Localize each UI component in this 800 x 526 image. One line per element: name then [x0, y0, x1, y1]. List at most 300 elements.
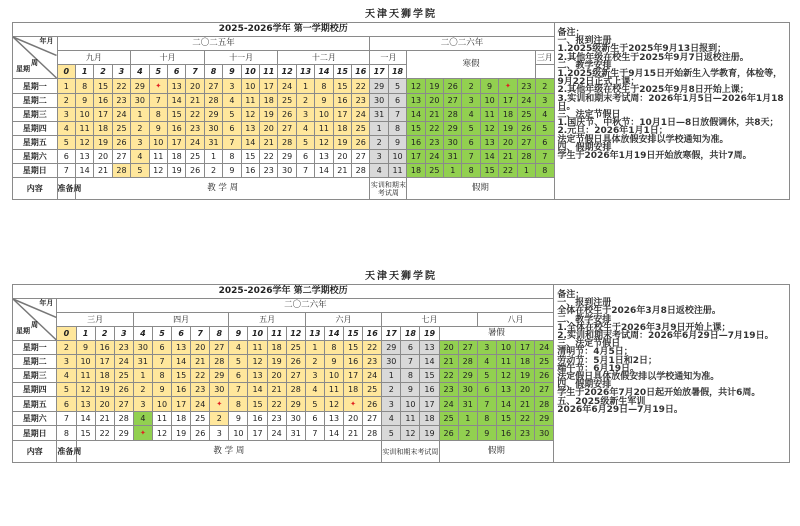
date-cell: 17 [499, 94, 517, 108]
date-cell: 14 [420, 355, 439, 369]
date-cell: 17 [333, 108, 351, 122]
date-cell: 21 [267, 383, 286, 397]
date-cell: 6 [57, 150, 75, 164]
corner-label-week: 周 [31, 321, 38, 329]
date-cell: 8 [315, 79, 333, 94]
week-number: 13 [296, 65, 314, 79]
date-cell: 9 [149, 122, 167, 136]
date-cell [149, 79, 167, 94]
date-cell: 21 [191, 355, 210, 369]
date-cell: 7 [305, 426, 324, 441]
date-cell: 18 [407, 164, 425, 178]
date-cell: 21 [260, 136, 278, 150]
date-cell: 3 [210, 426, 229, 441]
date-cell: 19 [333, 136, 351, 150]
date-cell: 24 [517, 94, 535, 108]
school-name: 天津天狮学院 [365, 9, 437, 20]
date-cell: 26 [191, 426, 210, 441]
holiday-mark: ✦ [505, 82, 511, 90]
date-cell: 5 [536, 122, 554, 136]
date-cell: 28 [286, 383, 305, 397]
date-cell: 9 [75, 94, 93, 108]
date-cell: 7 [388, 108, 406, 122]
date-cell: 3 [477, 341, 496, 355]
date-cell: 13 [172, 341, 191, 355]
date-cell: 30 [210, 383, 229, 397]
date-cell: 23 [191, 383, 210, 397]
date-cell: 16 [248, 412, 267, 426]
date-cell: 18 [95, 369, 114, 383]
date-cell: 29 [204, 108, 222, 122]
week-number: 2 [94, 65, 112, 79]
date-cell: 17 [516, 341, 535, 355]
date-cell: 7 [296, 164, 314, 178]
week-number: 11 [267, 327, 286, 341]
date-cell: 14 [480, 150, 498, 164]
date-cell: 2 [57, 341, 76, 355]
date-cell: 14 [76, 412, 95, 426]
date-cell: 2 [210, 412, 229, 426]
date-cell: 5 [388, 79, 406, 94]
week-number: 16 [352, 65, 370, 79]
date-cell: 30 [133, 341, 152, 355]
date-cell: 3 [57, 108, 75, 122]
date-cell: 14 [407, 108, 425, 122]
date-cell: 10 [388, 150, 406, 164]
date-cell: 11 [388, 164, 406, 178]
date-cell: 26 [352, 136, 370, 150]
week-number: 9 [229, 327, 248, 341]
date-cell: 2 [462, 79, 480, 94]
date-cell: 6 [229, 369, 248, 383]
date-cell: 25 [352, 122, 370, 136]
date-cell [344, 397, 363, 412]
date-cell: 10 [496, 341, 515, 355]
date-cell: 19 [267, 355, 286, 369]
date-cell: 3 [133, 397, 152, 412]
date-cell: 17 [260, 79, 278, 94]
teaching-weeks-label: 教 学 周 [76, 441, 382, 463]
date-cell: 27 [210, 341, 229, 355]
date-cell: 26 [286, 355, 305, 369]
date-cell: 1 [131, 108, 149, 122]
date-cell: 16 [496, 426, 515, 441]
date-cell: 9 [152, 383, 171, 397]
month-header: 六月 [305, 313, 381, 327]
date-cell: 21 [499, 150, 517, 164]
date-cell: 10 [324, 369, 343, 383]
date-cell: 5 [223, 108, 241, 122]
date-cell: 23 [114, 341, 133, 355]
date-cell: 7 [536, 150, 554, 164]
date-cell: 5 [462, 122, 480, 136]
week-number: 10 [248, 327, 267, 341]
first-semester-calendar [12, 8, 790, 200]
date-cell: 19 [172, 426, 191, 441]
date-cell: 22 [352, 79, 370, 94]
date-cell: 20 [191, 341, 210, 355]
date-cell: 11 [152, 412, 171, 426]
date-cell: 25 [278, 94, 296, 108]
date-cell: 26 [363, 397, 382, 412]
date-cell: 29 [370, 79, 388, 94]
date-cell: 22 [191, 369, 210, 383]
date-cell: 26 [439, 426, 458, 441]
first-semester-table [12, 22, 790, 200]
date-cell: 5 [477, 369, 496, 383]
date-cell: 11 [241, 94, 259, 108]
header-corner [13, 37, 58, 79]
header-corner [13, 299, 57, 341]
date-cell: 11 [496, 355, 515, 369]
holiday-mark: ✦ [216, 400, 223, 408]
week-number: 8 [210, 327, 229, 341]
month-header: 一月 [370, 51, 407, 65]
date-cell: 30 [278, 164, 296, 178]
date-cell: 16 [241, 164, 259, 178]
date-cell: 31 [286, 426, 305, 441]
date-cell: 19 [260, 108, 278, 122]
date-cell: 28 [363, 426, 382, 441]
date-cell: 27 [352, 150, 370, 164]
date-cell: 17 [95, 355, 114, 369]
date-cell: 28 [112, 164, 130, 178]
date-cell: 15 [407, 122, 425, 136]
date-cell: 8 [229, 397, 248, 412]
date-cell: 2 [204, 164, 222, 178]
date-cell: 3 [462, 94, 480, 108]
date-cell: 16 [333, 94, 351, 108]
date-cell: 4 [57, 122, 75, 136]
date-cell: 17 [172, 397, 191, 412]
date-cell: 12 [248, 355, 267, 369]
date-cell: 15 [333, 79, 351, 94]
date-cell: 9 [229, 412, 248, 426]
month-header: 九月 [57, 51, 131, 65]
date-cell: 11 [401, 412, 420, 426]
date-cell: 21 [186, 94, 204, 108]
semester-title: 2025-2026学年 第一学期校历 [13, 23, 555, 37]
date-cell: 6 [536, 136, 554, 150]
date-cell: 30 [286, 412, 305, 426]
date-cell: 20 [439, 341, 458, 355]
date-cell: 9 [315, 94, 333, 108]
date-cell [210, 397, 229, 412]
year-header: 二〇二六年 [57, 299, 554, 313]
date-cell: 12 [76, 383, 95, 397]
week-number: 15 [333, 65, 351, 79]
date-cell: 10 [152, 397, 171, 412]
date-cell: 2 [458, 426, 477, 441]
date-cell: 14 [172, 355, 191, 369]
date-cell: 5 [229, 355, 248, 369]
date-cell: 1 [204, 150, 222, 164]
date-cell: 29 [458, 369, 477, 383]
week-number: 17 [382, 327, 401, 341]
date-cell: 8 [401, 369, 420, 383]
date-cell: 7 [57, 412, 76, 426]
date-cell: 26 [114, 383, 133, 397]
date-cell: 9 [477, 426, 496, 441]
date-cell: 23 [517, 79, 535, 94]
date-cell [133, 426, 152, 441]
date-cell: 29 [444, 122, 462, 136]
date-cell: 4 [223, 94, 241, 108]
date-cell: 4 [305, 383, 324, 397]
date-cell: 30 [204, 122, 222, 136]
week-number: 5 [152, 327, 171, 341]
date-cell: 12 [75, 136, 93, 150]
date-cell: 1 [133, 369, 152, 383]
date-cell: 9 [76, 341, 95, 355]
week-number: 2 [95, 327, 114, 341]
date-cell: 27 [363, 412, 382, 426]
date-cell: 4 [57, 369, 76, 383]
date-cell: 12 [152, 426, 171, 441]
date-cell: 11 [324, 383, 343, 397]
date-cell: 26 [112, 136, 130, 150]
date-cell: 25 [286, 341, 305, 355]
date-cell: 20 [267, 369, 286, 383]
month-header: 四月 [133, 313, 229, 327]
date-cell: 22 [439, 369, 458, 383]
week-number: 8 [204, 65, 222, 79]
date-cell: 5 [382, 426, 401, 441]
date-cell: 14 [248, 383, 267, 397]
date-cell: 12 [315, 136, 333, 150]
date-cell: 1 [57, 79, 75, 94]
date-cell: 20 [95, 397, 114, 412]
summer-break-header: 暑假 [439, 327, 554, 341]
date-cell: 15 [241, 150, 259, 164]
date-cell: 28 [210, 355, 229, 369]
date-cell: 30 [131, 94, 149, 108]
date-cell: 22 [267, 397, 286, 412]
week-number: 1 [76, 327, 95, 341]
date-cell: 4 [229, 341, 248, 355]
corner-label-weekday: 星期 [16, 65, 30, 73]
date-cell: 6 [223, 122, 241, 136]
date-cell: 24 [112, 108, 130, 122]
week-number: 12 [286, 327, 305, 341]
date-cell: 10 [401, 397, 420, 412]
date-cell: 16 [172, 383, 191, 397]
weekday-label: 星期四 [13, 383, 57, 397]
date-cell: 6 [296, 150, 314, 164]
teaching-weeks-label: 教 学 周 [75, 178, 370, 200]
date-cell: 16 [167, 122, 185, 136]
date-cell: 6 [152, 341, 171, 355]
date-cell: 13 [496, 383, 515, 397]
date-cell: 11 [248, 341, 267, 355]
date-cell: 6 [388, 94, 406, 108]
corner-label-week: 周 [31, 59, 38, 67]
date-cell: 25 [439, 412, 458, 426]
date-cell: 22 [499, 164, 517, 178]
date-cell: 10 [241, 79, 259, 94]
winter-break-header: 寒假 [407, 51, 536, 79]
date-cell: 27 [278, 122, 296, 136]
second-semester-calendar [12, 270, 790, 463]
date-cell: 7 [57, 164, 75, 178]
weekday-label: 星期日 [13, 164, 58, 178]
date-cell [499, 79, 517, 94]
prep-week-label: 准备周 [57, 178, 75, 200]
date-cell: 19 [425, 79, 443, 94]
date-cell: 26 [444, 79, 462, 94]
date-cell: 22 [363, 341, 382, 355]
date-cell: 21 [439, 355, 458, 369]
school-name: 天津天狮学院 [365, 271, 437, 282]
date-cell: 10 [315, 108, 333, 122]
month-header: 三月 [57, 313, 133, 327]
date-cell: 12 [324, 397, 343, 412]
date-cell: 26 [517, 122, 535, 136]
date-cell: 16 [344, 355, 363, 369]
date-cell: 1 [444, 164, 462, 178]
content-label: 内容 [13, 178, 58, 200]
date-cell: 28 [204, 94, 222, 108]
date-cell: 12 [401, 426, 420, 441]
date-cell: 13 [248, 369, 267, 383]
week-number: 17 [370, 65, 388, 79]
date-cell: 15 [496, 412, 515, 426]
date-cell: 29 [114, 426, 133, 441]
corner-label-month: 年月 [39, 299, 54, 307]
date-cell: 17 [407, 150, 425, 164]
date-cell: 28 [444, 108, 462, 122]
date-cell: 7 [477, 397, 496, 412]
week-number: 4 [133, 327, 152, 341]
date-cell: 15 [94, 79, 112, 94]
date-cell: 10 [480, 94, 498, 108]
date-cell: 27 [458, 341, 477, 355]
week-number: 12 [278, 65, 296, 79]
date-cell: 30 [382, 355, 401, 369]
date-cell: 16 [95, 341, 114, 355]
date-cell: 14 [241, 136, 259, 150]
date-cell: 20 [186, 79, 204, 94]
date-cell: 24 [535, 341, 554, 355]
date-cell: 4 [477, 355, 496, 369]
date-cell: 11 [149, 150, 167, 164]
week-number: 18 [388, 65, 406, 79]
date-cell: 31 [458, 397, 477, 412]
date-cell: 13 [324, 412, 343, 426]
date-cell: 18 [260, 94, 278, 108]
date-cell: 18 [172, 412, 191, 426]
date-cell: 12 [149, 164, 167, 178]
date-cell: 28 [535, 397, 554, 412]
date-cell: 8 [152, 369, 171, 383]
date-cell: 5 [57, 383, 76, 397]
date-cell: 7 [229, 383, 248, 397]
date-cell: 20 [425, 94, 443, 108]
date-cell: 12 [407, 79, 425, 94]
date-cell: 12 [241, 108, 259, 122]
date-cell: 11 [76, 369, 95, 383]
date-cell: 21 [344, 426, 363, 441]
date-cell: 5 [131, 164, 149, 178]
date-cell: 24 [425, 150, 443, 164]
date-cell: 20 [94, 150, 112, 164]
weekday-label: 星期六 [13, 150, 58, 164]
date-cell: 9 [401, 383, 420, 397]
date-cell: 19 [95, 383, 114, 397]
date-cell: 17 [248, 426, 267, 441]
date-cell: 27 [517, 136, 535, 150]
date-cell: 19 [94, 136, 112, 150]
date-cell: 4 [133, 412, 152, 426]
date-cell: 29 [382, 341, 401, 355]
weekday-label: 星期三 [13, 108, 58, 122]
month-header: 十月 [131, 51, 205, 65]
week-number: 3 [112, 65, 130, 79]
date-cell: 29 [278, 150, 296, 164]
week-number: 6 [167, 65, 185, 79]
date-cell: 30 [458, 383, 477, 397]
date-cell: 7 [149, 94, 167, 108]
date-cell: 2 [131, 122, 149, 136]
vacation-label: 假期 [439, 441, 554, 463]
date-cell: 1 [296, 79, 314, 94]
date-cell: 2 [133, 383, 152, 397]
month-header: 八月 [477, 313, 553, 327]
date-cell: 22 [112, 79, 130, 94]
date-cell: 1 [458, 412, 477, 426]
week-number: 11 [260, 65, 278, 79]
date-cell: 6 [57, 397, 76, 412]
date-cell: 13 [480, 136, 498, 150]
date-cell: 19 [420, 426, 439, 441]
date-cell: 20 [333, 150, 351, 164]
date-cell: 4 [370, 164, 388, 178]
week-number: 14 [315, 65, 333, 79]
date-cell: 29 [210, 369, 229, 383]
date-cell: 2 [382, 383, 401, 397]
date-cell: 15 [344, 341, 363, 355]
date-cell: 11 [315, 122, 333, 136]
date-cell: 7 [401, 355, 420, 369]
date-cell: 24 [352, 108, 370, 122]
date-cell: 3 [131, 136, 149, 150]
exam-weeks-label: 实训和期末考试周 [370, 178, 407, 200]
date-cell: 14 [315, 164, 333, 178]
date-cell: 29 [131, 79, 149, 94]
date-cell: 5 [296, 136, 314, 150]
date-cell: 13 [315, 150, 333, 164]
date-cell: 10 [76, 355, 95, 369]
date-cell: 1 [305, 341, 324, 355]
date-cell: 4 [462, 108, 480, 122]
date-cell: 3 [382, 397, 401, 412]
date-cell: 25 [517, 108, 535, 122]
date-cell: 6 [401, 341, 420, 355]
date-cell: 3 [296, 108, 314, 122]
date-cell: 29 [535, 412, 554, 426]
week-number: 3 [114, 327, 133, 341]
date-cell: 23 [352, 94, 370, 108]
date-cell: 10 [149, 136, 167, 150]
week-number: 14 [324, 327, 343, 341]
date-cell: 19 [167, 164, 185, 178]
week-number: 15 [344, 327, 363, 341]
date-cell: 15 [248, 397, 267, 412]
date-cell: 19 [499, 122, 517, 136]
weekday-label: 星期一 [13, 79, 58, 94]
date-cell: 18 [516, 355, 535, 369]
date-cell: 13 [420, 341, 439, 355]
